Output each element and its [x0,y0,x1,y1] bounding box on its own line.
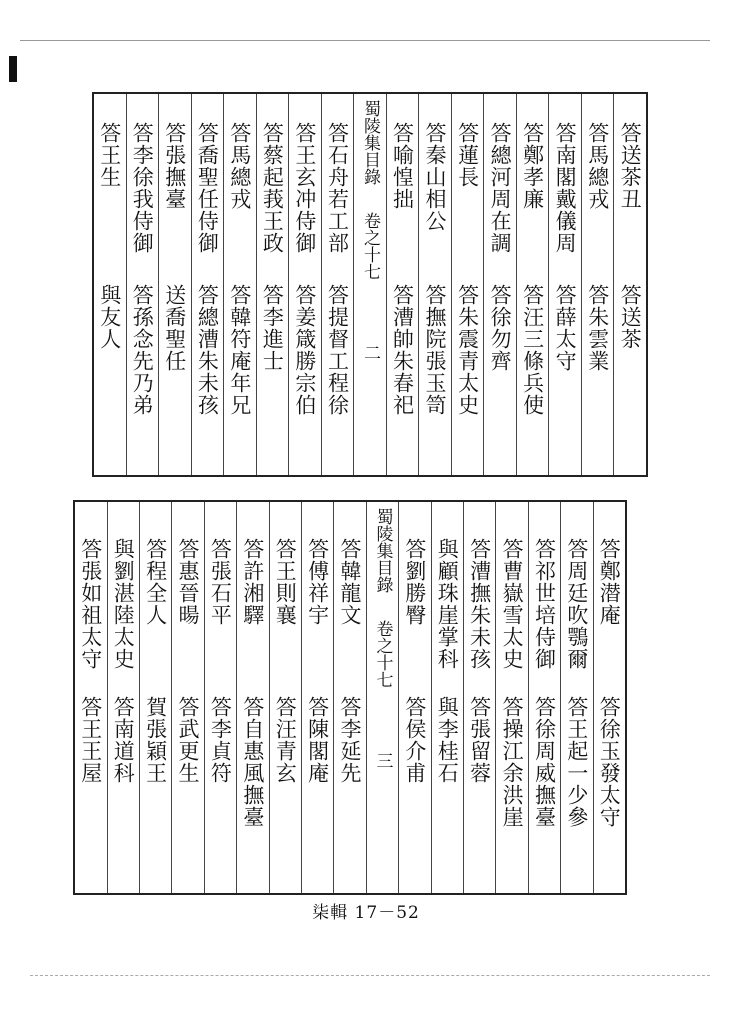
toc-column [516,94,549,475]
toc-entry: 答石舟若工部 [325,122,350,254]
toc-column [191,94,224,475]
toc-column [126,94,159,475]
toc-entry: 答侯介甫 [402,696,427,784]
toc-entry: 賀張穎王 [143,696,168,784]
margin-mark [9,56,17,82]
page-gutter [353,94,386,475]
toc-column [269,502,301,893]
toc-entry: 答撫院張玉笥 [423,284,448,416]
toc-entry: 答送茶丑 [618,122,643,210]
toc-entry: 答孫念先乃弟 [130,284,155,416]
toc-entry: 答王則襄 [273,538,298,626]
toc-column [613,94,646,475]
toc-page-lower [73,500,627,895]
toc-entry: 答總河周在調 [488,122,513,254]
toc-column [386,94,419,475]
toc-page-upper [92,92,648,477]
toc-entry: 答陳閣庵 [305,696,330,784]
toc-entry: 答送茶 [618,284,643,350]
toc-column [451,94,484,475]
toc-entry: 答武更生 [176,696,201,784]
toc-column [560,502,592,893]
toc-entry: 答自惠風撫臺 [240,696,265,828]
toc-column [483,94,516,475]
toc-column [301,502,333,893]
toc-entry: 與劉湛陸太史 [111,538,136,670]
toc-entry: 答南閣戴儀周 [553,122,578,254]
toc-entry: 答喻惶拙 [390,122,415,210]
toc-column [171,502,203,893]
toc-entry: 答馬總戎 [585,122,610,210]
toc-entry: 答曹嶽雪太史 [500,538,525,670]
toc-entry: 送喬聖任 [162,284,187,372]
toc-entry: 答韓符庵年兄 [227,284,252,416]
toc-column [321,94,354,475]
toc-column [581,94,614,475]
toc-entry: 與顧珠崖掌科 [435,538,460,670]
toc-column [256,94,289,475]
toc-entry: 答姜箴勝宗伯 [292,284,317,416]
toc-column [333,502,365,893]
bottom-rule [30,975,710,976]
toc-column [418,94,451,475]
toc-column [236,502,268,893]
toc-column [528,502,560,893]
toc-column [548,94,581,475]
toc-entry: 答張石平 [208,538,233,626]
toc-column [158,94,191,475]
toc-entry: 答總漕朱未孩 [195,284,220,416]
toc-column [107,502,139,893]
toc-entry: 答鄭孝廉 [520,122,545,210]
toc-entry: 答李貞符 [208,696,233,784]
toc-entry: 答蔡起莪王政 [260,122,285,254]
toc-column [431,502,463,893]
page-number: 三 [372,752,393,769]
top-rule [20,40,710,41]
page-caption: 柒輯 17－52 [312,903,420,923]
toc-entry: 答周廷吹鶚爾 [564,538,589,670]
toc-column [94,94,126,475]
toc-column [495,502,527,893]
toc-entry: 答漕撫朱未孩 [467,538,492,670]
toc-entry: 與友人 [97,284,122,350]
toc-entry: 答操江余洪崖 [500,696,525,828]
toc-column [463,502,495,893]
toc-entry: 答李徐我侍御 [130,122,155,254]
toc-entry: 答汪青玄 [273,696,298,784]
toc-entry: 答王生 [97,122,122,188]
toc-entry: 答秦山相公 [423,122,448,232]
toc-entry: 答王玄冲侍御 [292,122,317,254]
volume-label: 卷之十七 [359,212,380,280]
toc-entry: 答祁世培侍御 [532,538,557,670]
toc-entry: 答傅祥宇 [305,538,330,626]
toc-entry: 答李延先 [338,696,363,784]
toc-column [593,502,625,893]
toc-entry: 答惠晉暘 [176,538,201,626]
page-number: 二 [359,344,380,361]
volume-label: 卷之十七 [372,620,393,688]
toc-entry: 答朱震青太史 [455,284,480,416]
book-title: 蜀陵集目錄 [359,100,380,185]
toc-entry: 答王王屋 [78,696,103,784]
toc-entry: 答李進士 [260,284,285,372]
toc-column [204,502,236,893]
toc-entry: 答王起一少參 [564,696,589,828]
toc-entry: 答徐玉發太守 [597,696,622,828]
toc-entry: 與李桂石 [435,696,460,784]
toc-column [223,94,256,475]
toc-column [398,502,430,893]
toc-entry: 答提督工程徐 [325,284,350,416]
toc-entry: 答韓龍文 [338,538,363,626]
toc-entry: 答劉勝臀 [402,538,427,626]
toc-entry: 答許湘驛 [240,538,265,626]
toc-column [288,94,321,475]
toc-entry: 答徐勿齊 [488,284,513,372]
toc-entry: 答朱雲業 [585,284,610,372]
toc-entry: 答汪三條兵使 [520,284,545,416]
toc-entry: 答張如祖太守 [78,538,103,670]
toc-column [75,502,106,893]
toc-entry: 答漕帥朱春祀 [390,284,415,416]
toc-entry: 答徐周威撫臺 [532,696,557,828]
toc-column [139,502,171,893]
page-gutter [366,502,398,893]
toc-entry: 答蓮長 [455,122,480,188]
toc-entry: 答薛太守 [553,284,578,372]
toc-entry: 答南道科 [111,696,136,784]
toc-entry: 答張撫臺 [162,122,187,210]
toc-entry: 答程全人 [143,538,168,626]
toc-entry: 答張留蓉 [467,696,492,784]
book-title: 蜀陵集目錄 [372,508,393,593]
toc-entry: 答鄭潜庵 [597,538,622,626]
toc-entry: 答馬總戎 [227,122,252,210]
toc-entry: 答喬聖任侍御 [195,122,220,254]
